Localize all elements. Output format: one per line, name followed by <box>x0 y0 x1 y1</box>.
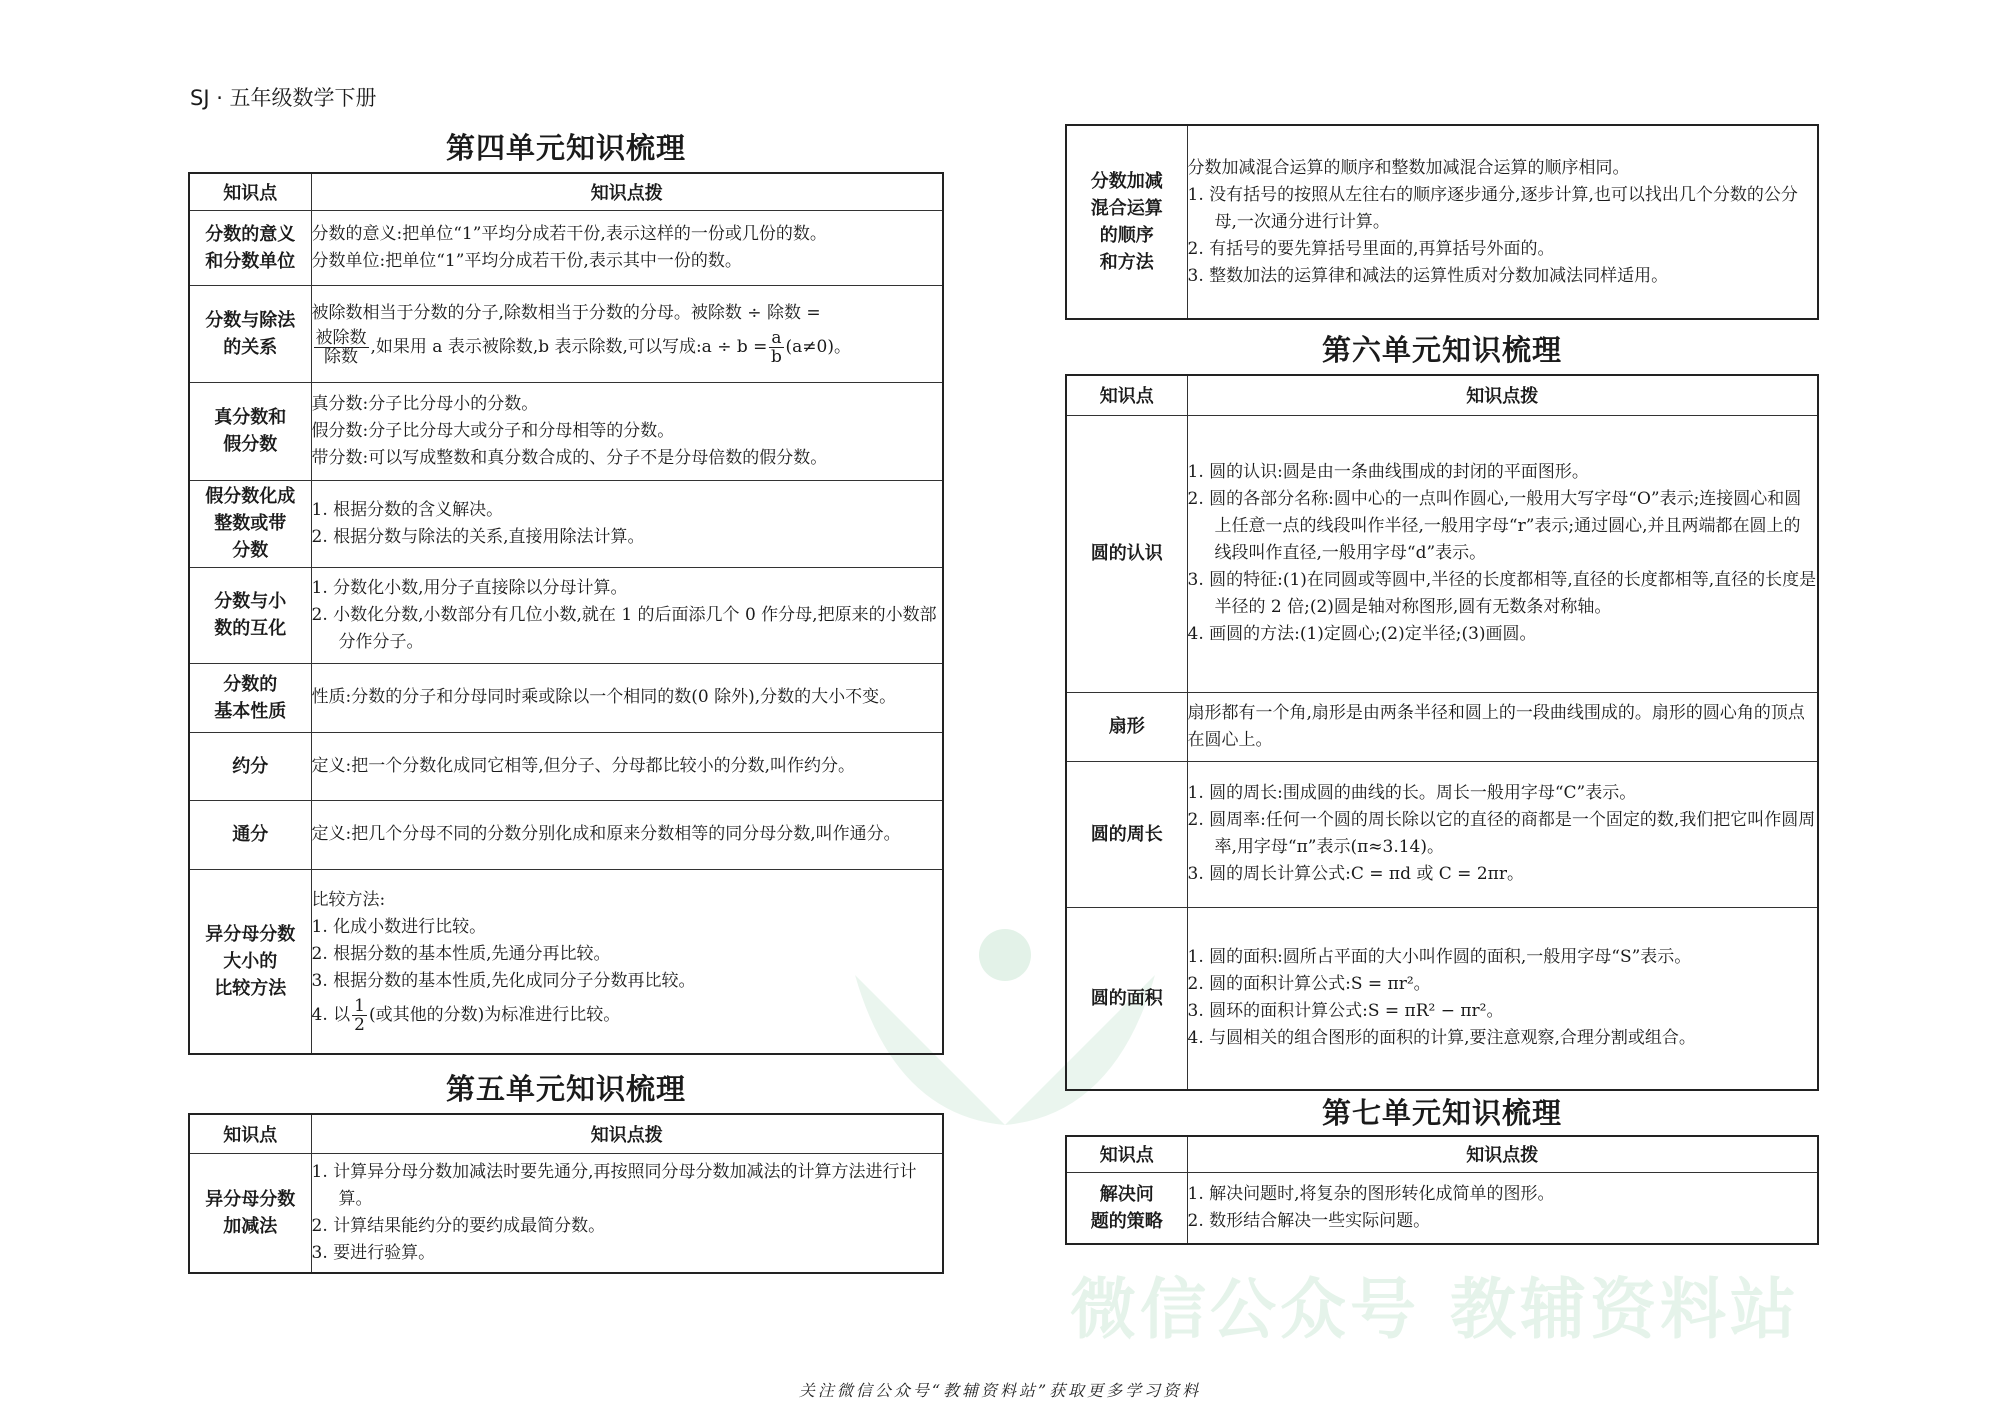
knowledge-point-label: 异分母分数 <box>205 923 296 945</box>
unit5-table-continued <box>1065 124 1819 320</box>
knowledge-point-label: 分数的意义 <box>205 223 296 245</box>
text-segment: (a≠0)。 <box>785 336 851 357</box>
table-header-row <box>1066 1136 1818 1172</box>
list-item <box>312 995 943 1036</box>
list-item <box>1188 971 1818 998</box>
text-segment: 2. 有括号的要先算括号里面的,再算括号外面的。 <box>1187 238 1555 259</box>
knowledge-point-cell <box>1066 761 1187 907</box>
knowledge-point-cell <box>189 1153 311 1273</box>
text-line <box>312 445 943 472</box>
list-item <box>1188 263 1818 290</box>
table-row <box>189 382 943 480</box>
list-item <box>1188 621 1818 648</box>
knowledge-point-label: 异分母分数 <box>205 1188 296 1210</box>
text-segment: 1. 分数化小数,用分子直接除以分母计算。 <box>311 577 628 598</box>
list-item <box>312 524 943 551</box>
text-line <box>1188 700 1818 754</box>
knowledge-point-cell <box>1066 1172 1187 1244</box>
list-item <box>1188 807 1818 861</box>
unit6-table <box>1065 374 1819 1091</box>
knowledge-tips-cell <box>311 732 943 800</box>
table-row <box>1066 1172 1818 1244</box>
list-item <box>1188 182 1818 236</box>
knowledge-point-label: 数的互化 <box>214 618 287 639</box>
column-header-point: 知识点 <box>189 1114 311 1153</box>
table-row <box>1066 907 1818 1090</box>
list-item <box>312 914 943 941</box>
table-row <box>189 1153 943 1273</box>
table-row <box>189 210 943 285</box>
knowledge-point-label: 圆的周长 <box>1090 823 1163 845</box>
unit7-table <box>1065 1135 1819 1245</box>
column-header-tips: 知识点拨 <box>311 1114 943 1153</box>
knowledge-point-label: 加减法 <box>223 1215 278 1237</box>
unit5-title: 第五单元知识梳理 <box>445 1072 686 1106</box>
page-header: SJ · 五年级数学下册 <box>190 86 377 110</box>
table-header-row <box>189 1114 943 1153</box>
list-item <box>1188 486 1818 567</box>
list-item <box>312 497 943 524</box>
right-column <box>1065 124 1819 1245</box>
fraction <box>314 329 369 366</box>
text-line <box>312 753 943 780</box>
knowledge-point-label: 分数加减 <box>1090 171 1163 192</box>
knowledge-tips-cell <box>1187 415 1818 692</box>
knowledge-point-cell <box>1066 692 1187 761</box>
knowledge-tips-cell <box>1187 125 1818 319</box>
knowledge-tips-cell <box>1187 761 1818 907</box>
text-line <box>312 887 943 914</box>
table-row <box>189 800 943 869</box>
text-segment: 3. 圆的特征:(1)在同圆或等圆中,半径的长度都相等,直径的长度都相等,直径的长度是半径的 2 倍;(2)圆是轴对称图形,圆有无数条对称轴。 <box>1187 570 1817 617</box>
fraction-denominator: 2 <box>354 1014 365 1035</box>
list-item <box>1188 861 1818 888</box>
text-segment: 2. 计算结果能约分的要约成最简分数。 <box>311 1215 606 1236</box>
text-segment: 被除数相当于分数的分子,除数相当于分数的分母。被除数 ÷ 除数 = <box>311 302 821 323</box>
list-item <box>1188 1208 1818 1235</box>
knowledge-tips-cell <box>311 800 943 869</box>
knowledge-point-cell <box>189 210 311 285</box>
table-row <box>189 567 943 663</box>
list-item <box>312 941 943 968</box>
text-segment: 3. 圆的周长计算公式:C = πd 或 C = 2πr。 <box>1187 864 1524 884</box>
text-segment: 扇形都有一个角,扇形是由两条半径和圆上的一段曲线围成的。扇形的圆心角的顶点在圆心上。 <box>1187 702 1805 750</box>
table-row <box>189 732 943 800</box>
text-segment: 2. 根据分数与除法的关系,直接用除法计算。 <box>311 526 645 547</box>
column-header-tips: 知识点拨 <box>311 173 943 210</box>
table-row <box>189 663 943 732</box>
knowledge-point-cell <box>189 732 311 800</box>
text-segment: 带分数:可以写成整数和真分数合成的、分子不是分母倍数的假分数。 <box>311 447 828 468</box>
knowledge-point-cell <box>189 285 311 382</box>
text-segment: 4. 画圆的方法:(1)定圆心;(2)定半径;(3)画圆。 <box>1187 624 1537 644</box>
text-segment: 4. 以 <box>311 1004 351 1025</box>
list-item <box>1188 780 1818 807</box>
column-header-point: 知识点 <box>189 173 311 210</box>
knowledge-point-cell <box>189 663 311 732</box>
column-header-tips: 知识点拨 <box>1187 1136 1818 1172</box>
list-item <box>1188 944 1818 971</box>
knowledge-point-label: 整数或带 <box>214 513 287 534</box>
list-item <box>1188 1025 1818 1052</box>
knowledge-tips-cell <box>311 1153 943 1273</box>
knowledge-tips-cell <box>311 285 943 382</box>
text-segment: 2. 小数化分数,小数部分有几位小数,就在 1 的后面添几个 0 作分母,把原来的小数部分作分子。 <box>311 604 937 652</box>
list-item <box>312 602 943 656</box>
text-segment: 1. 圆的周长:围成圆的曲线的长。周长一般用字母“C”表示。 <box>1187 783 1637 803</box>
text-line <box>312 300 943 327</box>
knowledge-tips-cell <box>311 480 943 567</box>
knowledge-point-label: 比较方法 <box>214 977 287 999</box>
left-column <box>188 120 944 1274</box>
knowledge-tips-cell <box>1187 907 1818 1090</box>
unit7-title: 第七单元知识梳理 <box>1321 1096 1562 1130</box>
text-segment: 1. 圆的认识:圆是由一条曲线围成的封闭的平面图形。 <box>1187 462 1589 482</box>
fraction <box>352 997 367 1034</box>
text-segment: 2. 圆的面积计算公式:S = πr²。 <box>1187 974 1431 995</box>
knowledge-point-label: 题的策略 <box>1090 1210 1163 1232</box>
knowledge-point-label: 圆的认识 <box>1090 543 1163 564</box>
text-segment: 分数的意义:把单位“1”平均分成若干份,表示这样的一份或几份的数。 <box>311 223 827 244</box>
text-segment: (或其他的分数)为标准进行比较。 <box>368 1004 621 1025</box>
column-header-point: 知识点 <box>1066 375 1187 415</box>
fraction-numerator: 1 <box>354 995 365 1016</box>
table-row <box>1066 125 1818 319</box>
knowledge-tips-cell <box>311 869 943 1054</box>
knowledge-point-label: 和方法 <box>1099 252 1154 273</box>
table-row <box>1066 415 1818 692</box>
unit6-title: 第六单元知识梳理 <box>1321 333 1562 367</box>
knowledge-point-cell <box>189 480 311 567</box>
text-segment: 3. 根据分数的基本性质,先化成同分子分数再比较。 <box>311 970 696 991</box>
text-line <box>312 684 943 711</box>
text-segment: 分数单位:把单位“1”平均分成若干份,表示其中一份的数。 <box>311 250 742 271</box>
knowledge-tips-cell <box>311 663 943 732</box>
knowledge-tips-cell <box>311 567 943 663</box>
knowledge-point-cell <box>189 382 311 480</box>
unit4-table <box>188 172 944 1055</box>
text-segment: 2. 圆周率:任何一个圆的周长除以它的直径的商都是一个固定的数,我们把它叫作圆周率,用字母“π”表示(π≈3.14)。 <box>1187 810 1816 857</box>
list-item <box>1188 1181 1818 1208</box>
text-segment: 定义:把几个分母不同的分数分别化成和原来分数相等的同分母分数,叫作通分。 <box>311 824 901 844</box>
fraction-denominator: 除数 <box>324 346 358 367</box>
text-line <box>312 248 943 275</box>
fraction <box>769 329 783 366</box>
knowledge-point-cell <box>1066 907 1187 1090</box>
knowledge-point-label: 大小的 <box>223 950 278 972</box>
column-header-point: 知识点 <box>1066 1136 1187 1172</box>
knowledge-point-label: 的顺序 <box>1099 225 1154 246</box>
knowledge-point-label: 分数与小 <box>214 591 287 612</box>
text-line <box>1188 155 1818 182</box>
fraction-denominator: b <box>771 346 782 367</box>
knowledge-point-cell <box>189 869 311 1054</box>
text-segment: 比较方法: <box>311 889 386 910</box>
text-segment: ,如果用 a 表示被除数,b 表示除数,可以写成:a ÷ b = <box>370 336 768 357</box>
fraction-numerator: a <box>771 327 782 348</box>
unit5-table <box>188 1113 944 1274</box>
text-segment: 1. 化成小数进行比较。 <box>311 916 487 937</box>
list-item <box>312 1240 943 1267</box>
knowledge-tips-cell <box>1187 692 1818 761</box>
table-row <box>189 285 943 382</box>
knowledge-tips-cell <box>311 382 943 480</box>
unit4-title: 第四单元知识梳理 <box>445 131 686 165</box>
list-item <box>312 968 943 995</box>
knowledge-point-cell <box>189 567 311 663</box>
knowledge-point-label: 基本性质 <box>214 700 287 722</box>
knowledge-point-label: 分数 <box>232 540 269 561</box>
list-item <box>312 575 943 602</box>
table-row <box>1066 761 1818 907</box>
table-header-row <box>1066 375 1818 415</box>
text-segment: 真分数:分子比分母小的分数。 <box>311 393 539 414</box>
knowledge-point-label: 解决问 <box>1099 1183 1154 1205</box>
text-segment: 3. 要进行验算。 <box>311 1242 436 1263</box>
text-segment: 4. 与圆相关的组合图形的面积的计算,要注意观察,合理分割或组合。 <box>1187 1028 1696 1049</box>
text-line <box>312 327 943 368</box>
knowledge-point-label: 混合运算 <box>1090 198 1163 219</box>
table-header-row <box>189 173 943 210</box>
text-segment: 性质:分数的分子和分母同时乘或除以一个相同的数(0 除外),分数的大小不变。 <box>311 687 897 707</box>
knowledge-point-cell <box>1066 125 1187 319</box>
text-segment: 1. 没有括号的按照从左往右的顺序逐步通分,逐步计算,也可以找出几个分数的公分母,一次通分进行计算。 <box>1187 184 1798 232</box>
text-segment: 2. 圆的各部分名称:圆中心的一点叫作圆心,一般用大写字母“O”表示;连接圆心和圆上任意一点的线段叫作半径,一般用字母“r”表示;通过圆心,并且两端都在圆上的线段叫作直径,一般用字母“d”表示。 <box>1187 489 1802 563</box>
knowledge-tips-cell <box>311 210 943 285</box>
text-segment: 2. 数形结合解决一些实际问题。 <box>1187 1210 1431 1231</box>
text-line <box>312 391 943 418</box>
text-segment: 1. 计算异分母分数加减法时要先通分,再按照同分母分数加减法的计算方法进行计算。 <box>311 1161 917 1209</box>
knowledge-point-label: 约分 <box>232 755 269 777</box>
text-segment: 定义:把一个分数化成同它相等,但分子、分母都比较小的分数,叫作约分。 <box>311 755 856 776</box>
knowledge-point-cell <box>1066 415 1187 692</box>
knowledge-point-label: 假分数 <box>223 434 278 455</box>
text-segment: 分数加减混合运算的顺序和整数加减混合运算的顺序相同。 <box>1187 157 1630 178</box>
list-item <box>312 1213 943 1240</box>
list-item <box>1188 998 1818 1025</box>
text-segment: 3. 整数加法的运算律和减法的运算性质对分数加减法同样适用。 <box>1187 265 1669 286</box>
text-segment: 1. 圆的面积:圆所占平面的大小叫作圆的面积,一般用字母“S”表示。 <box>1187 947 1692 968</box>
text-segment: 假分数:分子比分母大或分子和分母相等的分数。 <box>311 420 675 441</box>
footer-note: 关注微信公众号“教辅资料站”获取更多学习资料 <box>798 1381 1202 1400</box>
list-item <box>1188 236 1818 263</box>
list-item <box>312 1159 943 1213</box>
text-line <box>312 821 943 848</box>
column-header-tips: 知识点拨 <box>1187 375 1818 415</box>
table-row <box>189 869 943 1054</box>
list-item <box>1188 567 1818 621</box>
knowledge-point-label: 通分 <box>232 824 269 845</box>
text-segment: 1. 解决问题时,将复杂的图形转化成简单的图形。 <box>1187 1183 1555 1204</box>
knowledge-point-label: 真分数和 <box>214 407 287 428</box>
table-row <box>1066 692 1818 761</box>
text-segment: 1. 根据分数的含义解决。 <box>311 499 504 520</box>
watermark-line2: 教辅资料站 <box>1450 1271 1800 1348</box>
knowledge-point-cell <box>189 800 311 869</box>
text-segment: 2. 根据分数的基本性质,先通分再比较。 <box>311 943 611 964</box>
fraction-numerator: 被除数 <box>315 327 367 348</box>
knowledge-point-label: 的关系 <box>223 336 278 358</box>
knowledge-point-label: 和分数单位 <box>205 250 296 272</box>
knowledge-point-label: 假分数化成 <box>205 486 296 507</box>
knowledge-point-label: 分数与除法 <box>205 309 296 331</box>
knowledge-point-label: 圆的面积 <box>1090 987 1163 1009</box>
knowledge-tips-cell <box>1187 1172 1818 1244</box>
table-row <box>189 480 943 567</box>
text-line <box>312 221 943 248</box>
watermark-line1: 微信公众号 <box>1070 1271 1420 1348</box>
text-segment: 3. 圆环的面积计算公式:S = πR² − πr²。 <box>1187 1001 1504 1022</box>
knowledge-point-label: 分数的 <box>223 673 278 695</box>
knowledge-point-label: 扇形 <box>1108 716 1145 737</box>
list-item <box>1188 459 1818 486</box>
text-line <box>312 418 943 445</box>
